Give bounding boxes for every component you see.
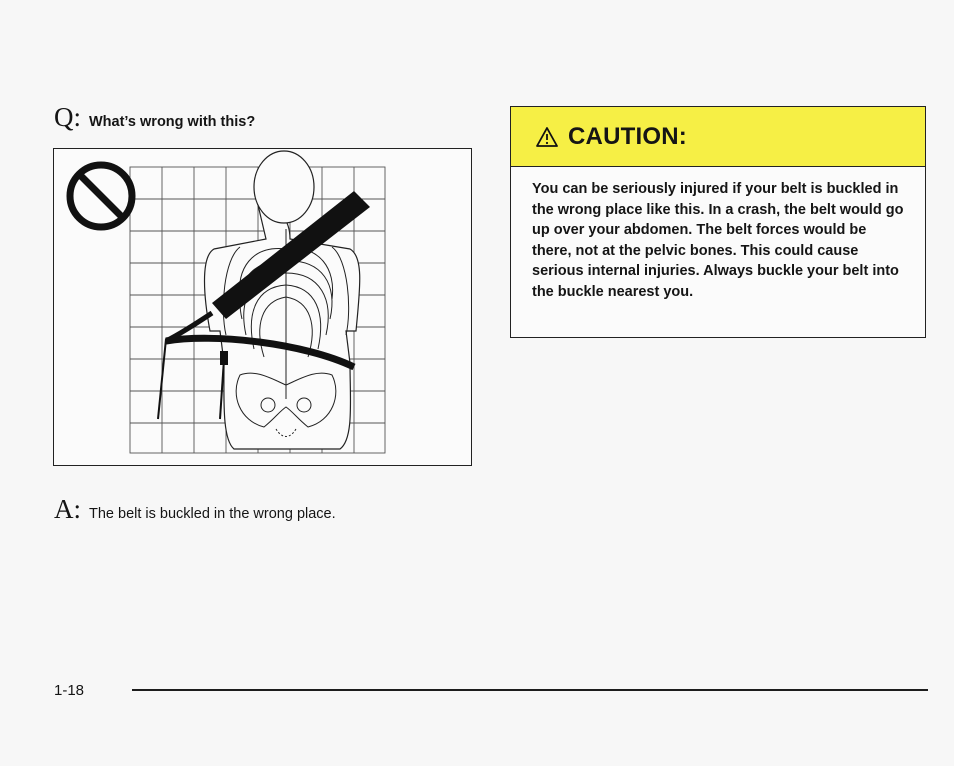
seatbelt-illustration xyxy=(53,148,472,466)
caution-box xyxy=(510,106,926,338)
question-line xyxy=(54,102,255,133)
no-symbol-icon xyxy=(70,165,132,227)
skeleton-illustration xyxy=(54,149,470,464)
question-text: What’s wrong with this? xyxy=(89,114,256,130)
page-number: 1-18 xyxy=(54,682,85,699)
caution-text: You can be seriously injured if your belt is buckled in the wrong place like this. In a crash, the belt would go up over your abdomen. The belt forces would be there, not at the pelvic bones. This could cause serious internal injuries. Always buckle your belt into the buckle nearest you. xyxy=(532,181,904,300)
caution-header xyxy=(511,107,925,167)
answer-letter: A: xyxy=(54,494,81,524)
answer-text: The belt is buckled in the wrong place. xyxy=(89,506,336,522)
footer-rule xyxy=(132,689,928,691)
answer-line xyxy=(54,494,336,525)
question-letter: Q: xyxy=(54,102,81,132)
warning-triangle-icon xyxy=(535,126,559,148)
caution-title: CAUTION: xyxy=(568,122,687,150)
